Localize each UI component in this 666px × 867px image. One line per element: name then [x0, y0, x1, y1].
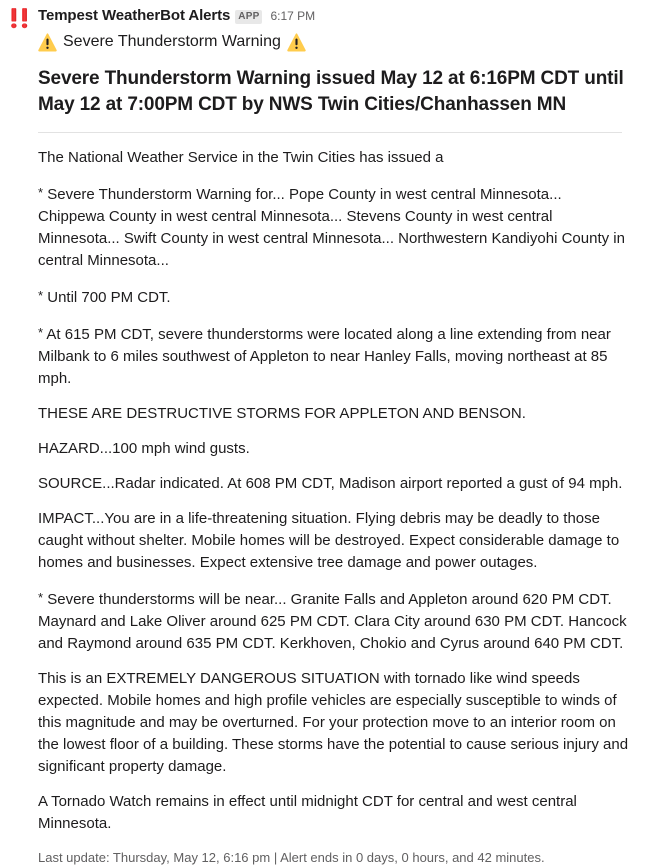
- alert-body: [38, 147, 632, 835]
- alert-paragraph: [38, 473, 632, 495]
- alert-paragraph: [38, 508, 632, 574]
- divider: [38, 132, 622, 133]
- bullet-marker: *: [38, 325, 44, 340]
- message-timestamp[interactable]: 6:17 PM: [270, 9, 316, 23]
- paragraph-text: THESE ARE DESTRUCTIVE STORMS FOR APPLETON AND BENSON.: [38, 405, 526, 422]
- avatar[interactable]: [6, 6, 34, 34]
- bullet-marker: *: [38, 288, 44, 303]
- alert-paragraph: [38, 668, 632, 778]
- paragraph-text: IMPACT...You are in a life-threatening situation. Flying debris may be deadly to those caught without shelter. Mobile homes will be destroyed. Expect considerable damage to homes and businesses. Expect extensive tree damage and power outages.: [38, 510, 620, 571]
- bullet-marker: *: [38, 590, 44, 605]
- sender-name[interactable]: Tempest WeatherBot Alerts: [38, 7, 231, 24]
- message-header: [38, 6, 648, 27]
- subject-text: Severe Thunderstorm Warning: [63, 33, 281, 50]
- alert-paragraph: [38, 285, 632, 309]
- alert-title: Severe Thunderstorm Warning issued May 12 at 6:16PM CDT until May 12 at 7:00PM CDT by NWS Twin Cities/Chanhassen MN: [38, 68, 624, 115]
- alert-paragraph: [38, 147, 632, 169]
- alert-paragraph: [38, 182, 632, 272]
- paragraph-text: The National Weather Service in the Twin Cities has issued a: [38, 149, 444, 166]
- alert-paragraph: [38, 587, 632, 655]
- paragraph-text: At 615 PM CDT, severe thunderstorms were located along a line extending from near Milbank to 6 miles southwest of Appleton to near Hanley Falls, moving northeast at 85 mph.: [38, 326, 611, 387]
- double-exclamation-mark-icon: [7, 6, 33, 32]
- paragraph-text: HAZARD...100 mph wind gusts.: [38, 440, 250, 457]
- message-subject-line: [38, 30, 648, 54]
- paragraph-text: SOURCE...Radar indicated. At 608 PM CDT, Madison airport reported a gust of 94 mph.: [38, 475, 623, 492]
- alert-attachment: [38, 66, 632, 867]
- paragraph-text: Severe thunderstorms will be near... Granite Falls and Appleton around 620 PM CDT. Maynard and Lake Oliver around 625 PM CDT. Clara City around 630 PM CDT. Hancock and Raymond around 635 PM CDT. Kerkhoven, Chokio and Cyrus around 640 PM CDT.: [38, 591, 627, 652]
- paragraph-text: Until 700 PM CDT.: [47, 289, 171, 306]
- paragraph-text: A Tornado Watch remains in effect until midnight CDT for central and west central Minnesota.: [38, 793, 577, 832]
- app-badge: APP: [235, 10, 262, 24]
- alert-paragraph: [38, 438, 632, 460]
- bullet-marker: *: [38, 185, 44, 200]
- alert-paragraph: [38, 322, 632, 390]
- warning-sign-icon: [38, 33, 57, 52]
- alert-paragraph: [38, 791, 632, 835]
- alert-footer: Last update: Thursday, May 12, 6:16 pm | Alert ends in 0 days, 0 hours, and 42 minutes.: [38, 850, 545, 865]
- paragraph-text: Severe Thunderstorm Warning for... Pope County in west central Minnesota... Chippewa County in west central Minnesota... Stevens County in west central Minnesota... Swift County in west central Minnesota... Northwestern Kandiyohi County in central Minnesota...: [38, 186, 625, 269]
- paragraph-text: This is an EXTREMELY DANGEROUS SITUATION with tornado like wind speeds expected. Mobile homes and high profile vehicles are especially susceptible to winds of this magnitude and may be overturned. For your protection move to an interior room on the lowest floor of a building. These storms have the potential to cause serious injury and significant property damage.: [38, 670, 629, 775]
- warning-sign-icon-trailing: [287, 33, 306, 52]
- alert-paragraph: [38, 403, 632, 425]
